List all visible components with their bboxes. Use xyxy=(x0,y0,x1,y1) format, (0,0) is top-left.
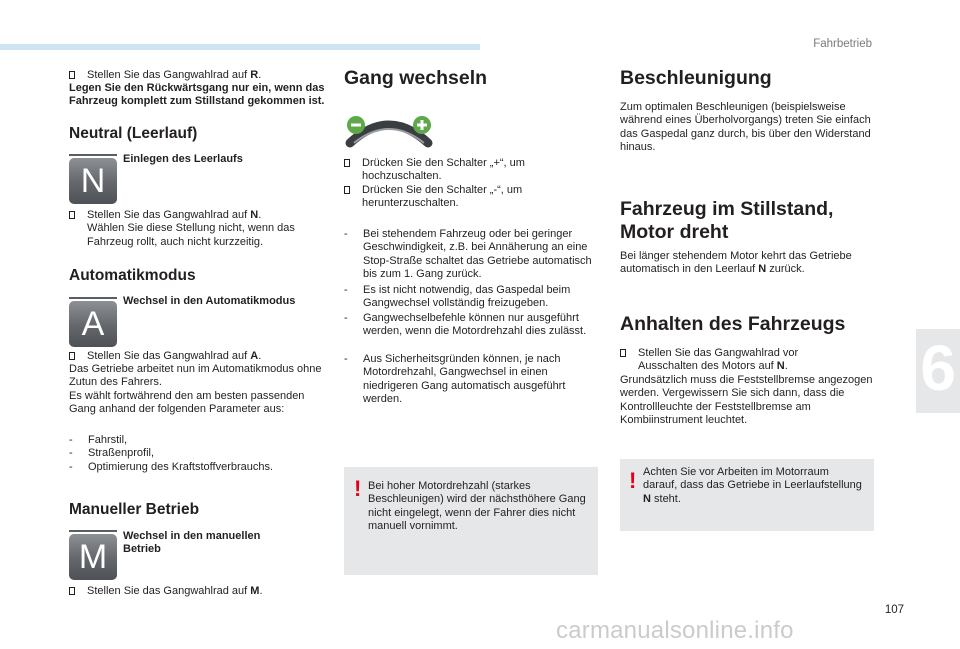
list-item-text: Gangwechselbefehle können nur ausgeführt werden, wenn die Motordrehzahl dies zulässt. xyxy=(363,312,587,338)
bullet-icon xyxy=(344,159,350,167)
acceleration-text: Zum optimalen Beschleunigen (beispielsweise während eines Überholvorgangs) treten Sie einfach das Gaspedal ganz durch, bis über den Widerstand hinaus. xyxy=(620,101,871,153)
bullet-icon xyxy=(69,352,75,360)
list-item: - Straßenprofil, xyxy=(69,447,155,459)
manual-bullet xyxy=(69,585,329,599)
warning-text-b: steht. xyxy=(650,492,681,505)
manual-subtitle: Wechsel in den manuellen Betrieb xyxy=(123,530,261,556)
gear-n: N xyxy=(250,209,259,221)
punct: . xyxy=(258,350,262,362)
stopping-bullet-text: Stellen Sie das Gangwahlrad vor Ausschalten des Motors auf xyxy=(638,347,799,373)
neutral-bullet xyxy=(69,209,329,249)
auto-a-icon: A xyxy=(69,301,117,347)
list-item-text: Optimierung des Kraftstoffverbrauchs. xyxy=(88,461,274,473)
neutral-bullet-text: Stellen Sie das Gangwahlrad auf xyxy=(87,209,251,221)
auto-text-2: Es wählt fortwährend den am besten passenden Gang anhand der folgenden Parameter aus: xyxy=(69,390,305,416)
gear-n: N xyxy=(758,263,767,276)
intro-text: Stellen Sie das Gangwahlrad auf xyxy=(87,69,251,81)
bullet-icon xyxy=(69,587,75,595)
list-item: - Fahrstil, xyxy=(69,434,128,446)
list-item: - Bei stehendem Fahrzeug oder bei geringer Geschwindigkeit, z.B. bei Annäherung an eine Stop-Straße schaltet das Getriebe automatisch bis zum 1. Gang zurück. xyxy=(344,228,599,281)
punct: . xyxy=(784,360,788,373)
upshift-text: Drücken Sie den Schalter „+“, um hochzuschalten. xyxy=(362,157,525,183)
standstill-text xyxy=(620,250,880,277)
auto-bullet-text: Stellen Sie das Gangwahlrad auf xyxy=(87,350,251,362)
list-item: - Optimierung des Kraftstoffverbrauchs. xyxy=(69,461,274,473)
list-item: - Aus Sicherheitsgründen können, je nach Motordrehzahl, Gangwechsel in einen niedrigeren Gang automatisch ausgeführt werden. xyxy=(344,353,599,406)
neutral-heading: Neutral (Leerlauf) xyxy=(69,125,198,142)
stopping-text: Grundsätzlich muss die Feststellbremse angezogen werden. Vergewissern Sie sich dann, dass die Kontrollleuchte der Feststellbremse am Kombiinstrument leuchtet. xyxy=(620,374,873,426)
list-item-text: Fahrstil, xyxy=(88,434,128,446)
acceleration-heading: Beschleunigung xyxy=(620,67,772,89)
page-number: 107 xyxy=(884,604,904,616)
header-bar xyxy=(0,44,480,50)
bullet-icon xyxy=(69,211,75,219)
gear-m: M xyxy=(250,585,260,597)
list-item-text: Es ist nicht notwendig, das Gaspedal beim Gangwechsel vollständig freizugeben. xyxy=(363,284,571,310)
gear-n: N xyxy=(643,492,651,505)
downshift-bullet xyxy=(344,184,594,211)
icon-rule xyxy=(69,530,117,532)
auto-subtitle: Wechsel in den Automatikmodus xyxy=(123,295,296,307)
stopping-heading: Anhalten des Fahrzeugs xyxy=(620,313,846,335)
gear-change-heading: Gang wechseln xyxy=(344,67,488,89)
list-item-text: Straßenprofil, xyxy=(88,447,155,459)
engine-bay-warning-text xyxy=(643,466,863,506)
manual-bullet-text: Stellen Sie das Gangwahlrad auf xyxy=(87,585,251,597)
steering-paddles-icon xyxy=(344,113,434,149)
list-item: - Es ist nicht notwendig, das Gaspedal beim Gangwechsel vollständig freizugeben. xyxy=(344,284,599,311)
standstill-heading: Fahrzeug im Stillstand, Motor dreht xyxy=(620,198,834,243)
auto-text-1: Das Getriebe arbeitet nun im Automatikmodus ohne Zutun des Fahrers. xyxy=(69,363,322,389)
watermark: carmanualsonline.info xyxy=(556,617,794,644)
warning-text: Bei hoher Motordrehzahl (starkes Beschleunigen) wird der nächsthöhere Gang nicht eingelegt, wenn der Fahrer dies nicht manuell vornimmt. xyxy=(368,480,586,532)
gear-n: N xyxy=(776,360,785,373)
warning-exclamation-icon: ! xyxy=(629,468,637,493)
bullet-icon xyxy=(344,186,350,194)
upshift-bullet xyxy=(344,157,594,184)
punct: . xyxy=(258,69,262,81)
manual-heading: Manueller Betrieb xyxy=(69,501,200,518)
stopping-bullet xyxy=(620,347,875,374)
neutral-note: Wählen Sie diese Stellung nicht, wenn das Fahrzeug rollt, auch nicht kurzzeitig. xyxy=(87,222,295,248)
auto-heading: Automatikmodus xyxy=(69,267,196,284)
chapter-number: 6 xyxy=(920,332,956,404)
punct: . xyxy=(259,585,263,597)
icon-rule xyxy=(69,297,117,299)
bullet-icon xyxy=(620,349,626,357)
punct: . xyxy=(258,209,262,221)
gear-r: R xyxy=(250,69,259,81)
standstill-text-a: Bei länger stehendem Motor kehrt das Getriebe automatisch in den Leerlauf xyxy=(620,250,852,276)
list-item-text: Bei stehendem Fahrzeug oder bei geringer Geschwindigkeit, z.B. bei Annäherung an eine Stop-Straße schaltet das Getriebe automatisch bis zum 1. Gang zurück. xyxy=(363,228,592,280)
list-item-text: Aus Sicherheitsgründen können, je nach Motordrehzahl, Gangwechsel in einen niedrigeren Gang automatisch ausgeführt werden. xyxy=(363,353,566,405)
manual-m-icon: M xyxy=(69,534,117,580)
icon-rule xyxy=(69,154,117,156)
reverse-warning-text: Legen Sie den Rückwärtsgang nur ein, wenn das Fahrzeug komplett zum Stillstand gekommen ist. xyxy=(69,82,325,108)
warning-exclamation-icon: ! xyxy=(354,476,362,501)
neutral-n-icon: N xyxy=(69,158,117,204)
section-title: Fahrbetrieb xyxy=(813,38,872,50)
bullet-icon xyxy=(69,71,75,79)
standstill-text-b: zurück. xyxy=(766,263,805,276)
list-item: - Gangwechselbefehle können nur ausgeführt werden, wenn die Motordrehzahl dies zulässt. xyxy=(344,312,599,339)
neutral-subtitle: Einlegen des Leerlaufs xyxy=(123,153,243,165)
downshift-text: Drücken Sie den Schalter „-“, um herunterzuschalten. xyxy=(362,184,523,210)
gear-a: A xyxy=(250,350,259,362)
warning-text-a: Achten Sie vor Arbeiten im Motorraum darauf, dass das Getriebe in Leerlaufstellung xyxy=(643,466,862,492)
